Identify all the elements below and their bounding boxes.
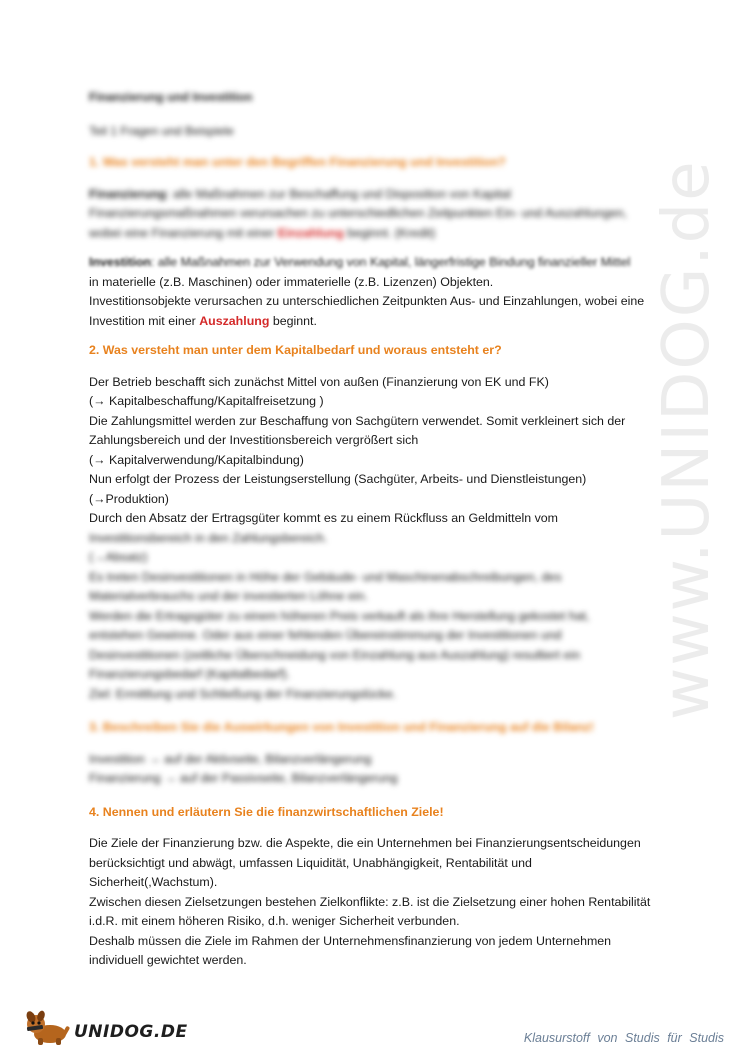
answer-2-blurred-line: Desinvestitionen (zeitliche Überschneidung von Einzahlung aus Auszahlung) resultiert ein [89,647,581,662]
answer-2-line: Nun erfolgt der Prozess der Leistungserstellung (Sachgüter, Arbeits- und Dienstleistungen) [89,472,587,486]
answer-4-line: Sicherheit(,Wachstum). [89,875,218,889]
answer-2-line: Die Zahlungsmittel werden zur Beschaffung von Sachgütern verwendet. Somit verkleinert sich der [89,413,626,428]
finanzierung-line-2: Finanzierungsmaßnahmen verursachen zu unterschiedlichen Zeitpunkten Ein- und Auszahlungen, [89,206,627,220]
finanzierung-term: Finanzierung [89,186,167,201]
answer-2-blurred-line: Finanzierungsbedarf (Kapitalbedarf). [89,667,291,681]
finanzierung-line-1: : alle Maßnahmen zur Beschaffung und Disposition von Kapital [166,186,511,201]
answer-2-blurred-line: Ziel: Ermittlung und Schließung der Finanzierungslücke. [89,686,397,701]
document-title: Finanzierung und Investition [89,90,253,104]
answer-2-line: (→ Kapitalverwendung/Kapitalbindung) [89,452,304,467]
investition-term: Investition [89,255,151,269]
answer-2-blurred-line: Es treten Desinvestitionen in Höhe der Gebäude- und Maschinenabschreibungen, des [89,569,562,584]
answer-4-line: individuell gewichtet werden. [89,953,247,967]
dog-mascot-icon [24,1008,72,1046]
answer-3-line: Investition → auf der Aktivseite, Bilanzverlängerung [89,751,372,766]
answer-2-line: Zahlungsbereich und der Investitionsbereich vergrößert sich [89,433,419,447]
document-subtitle: Teil 1 Fragen und Beispiele [89,123,234,138]
investition-line-4b: beginnt. [269,313,317,328]
question-2: 2. Was versteht man unter dem Kapitalbedarf und woraus entsteht er? [89,343,502,357]
answer-2-line: Der Betrieb beschafft sich zunächst Mittel von außen (Finanzierung von EK und FK) [89,374,549,389]
investition-paragraph [89,253,669,331]
investition-line-1-wrap [89,253,630,273]
question-4: 4. Nennen und erläutern Sie die finanzwirtschaftlichen Ziele! [89,804,444,819]
answer-2-line: Durch den Absatz der Ertragsgüter kommt es zu einem Rückfluss an Geldmitteln vom [89,511,558,525]
answer-2 [89,373,669,529]
answer-4-line: berücksichtigt und abwägt, umfassen Liquidität, Unabhängigkeit, Rentabilität und [89,855,532,870]
einzahlung-highlight: Einzahlung [277,225,344,240]
answer-4-line: i.d.R. mit einem höheren Risiko, d.h. weniger Sicherheit verbunden. [89,914,460,928]
answer-3-line: Finanzierung → auf der Passivseite, Bilanzverlängerung [89,771,398,785]
finanzierung-line-3b: beginnt. (Kredit) [343,225,436,240]
answer-4-line: Zwischen diesen Zielsetzungen bestehen Zielkonflikte: z.B. ist die Zielsetzung einer hohen Rentabilität [89,894,651,909]
answer-2-line: (→ Kapitalbeschaffung/Kapitalfreisetzung ) [89,394,324,408]
document-body [89,88,669,971]
footer-slogan: Klausurstoff von Studis für Studis [523,1031,724,1045]
answer-2-blurred-line: Investitionsbereich in den Zahlungsbereich. [89,530,328,545]
investition-line-4a: Investition mit einer [89,313,200,328]
investition-line-1: : alle Maßnahmen zur Verwendung von Kapital, längerfristige Bindung finanzieller Mittel [150,255,631,269]
investition-line-3: Investitionsobjekte verursachen zu unterschiedlichen Zeitpunkten Aus- und Einzahlungen, wobei eine [89,294,645,308]
unidog-logo[interactable] [24,1008,188,1046]
answer-2-blurred-line: Werden die Ertragsgüter zu einem höheren Preis verkauft als ihre Herstellung gekostet hat, [89,608,590,623]
question-1: 1. Was versteht man unter den Begriffen Finanzierung und Investition? [89,155,506,169]
logo-text: UNIDOG.DE [74,1022,188,1042]
answer-2-blurred-line: (→Absatz) [89,550,148,564]
answer-2-line: (→Produktion) [89,491,169,506]
blurred-header [89,88,669,243]
answer-2-blurred-line: entstehen Gewinne. Oder aus einer fehlenden Übereinstimmung der Investitionen und [89,628,562,642]
answer-2-blurred [89,529,669,789]
watermark-text: www.UNIDOG.de [650,159,724,720]
answer-4 [89,834,669,971]
question-3: 3. Beschreiben Sie die Auswirkungen von Investition und Finanzierung auf die Bilanz! [89,720,594,734]
finanzierung-paragraph [89,185,669,244]
answer-4-line: Die Ziele der Finanzierung bzw. die Aspekte, die ein Unternehmen bei Finanzierungsentscheidungen [89,836,641,850]
auszahlung-highlight: Auszahlung [199,313,270,328]
answer-4-line: Deshalb müssen die Ziele im Rahmen der Unternehmensfinanzierung von jedem Unternehmen [89,933,612,948]
finanzierung-line-3a: wobei eine Finanzierung mit einer [89,225,278,240]
investition-line-2: in materielle (z.B. Maschinen) oder immaterielle (z.B. Lizenzen) Objekten. [89,274,494,289]
answer-2-blurred-line: Materialverbrauchs und der investierten Löhne ein. [89,589,368,603]
